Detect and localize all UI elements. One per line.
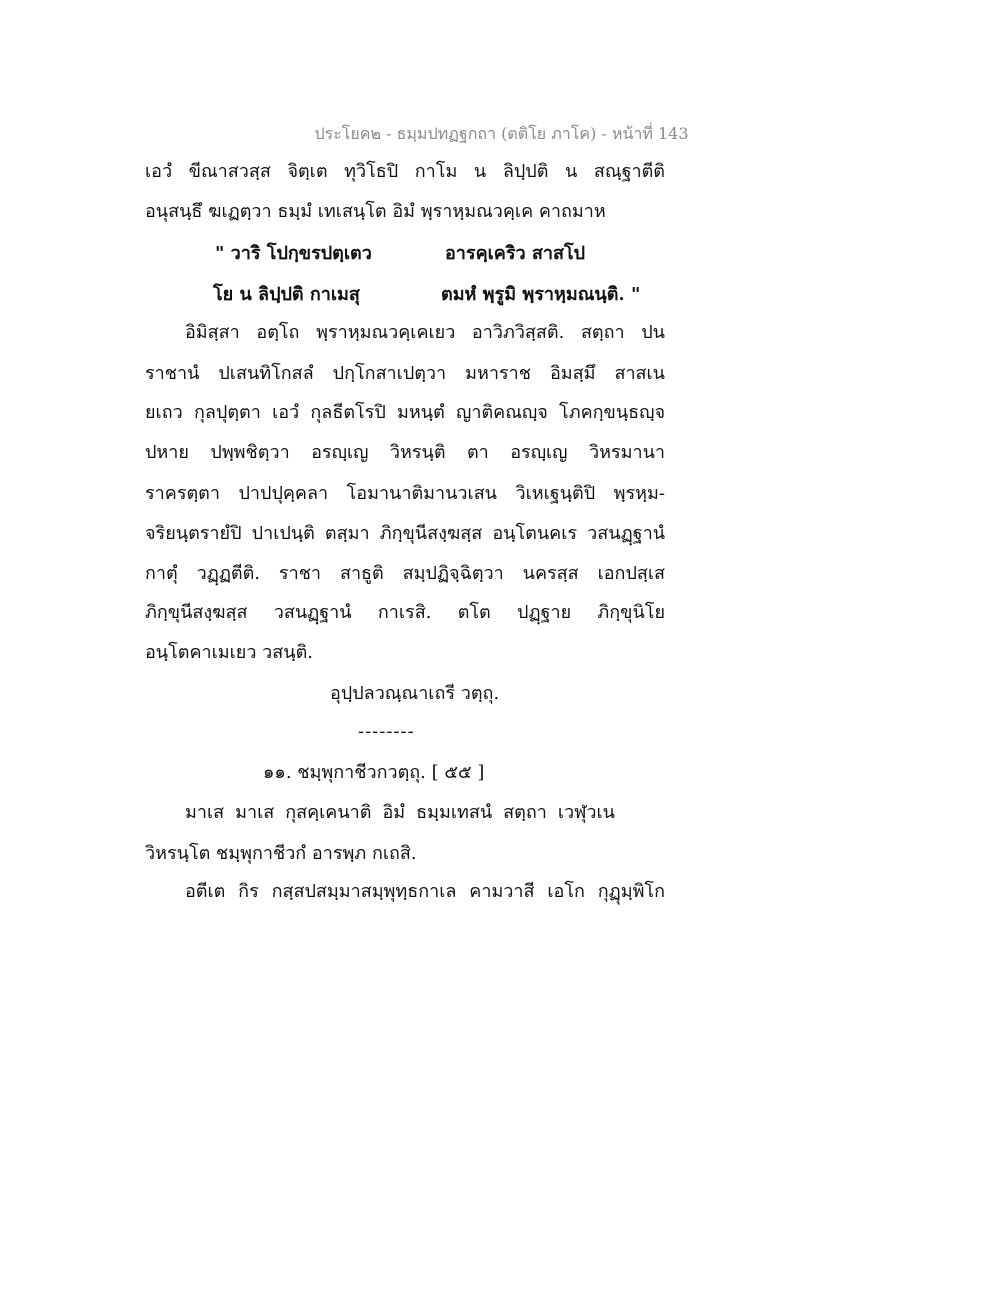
section-separator: -------- xyxy=(358,721,415,742)
paragraph2-line-4: ปหาย ปพฺพชิตฺวา อรญฺเญ วิหรนฺติ ตา อรญฺเญ วิหรมานา xyxy=(145,442,665,463)
paragraph2-line-7: กาตุํ วฏฺฏตีติ. ราชา สาธูติ สมฺปฏิจฺฉิตฺวา นครสฺส เอกปสฺเส xyxy=(145,563,665,584)
paragraph4-line-1: อตีเต กิร กสฺสปสมฺมาสมฺพุทฺธกาเล คามวาสี เอโก กุฏุมฺพิโก xyxy=(185,881,665,902)
paragraph2-line-8: ภิกฺขุนีสงฺฆสฺส วสนฏฺฐานํ กาเรสิ. ตโต ปฏฺฐาย ภิกฺขุนิโย xyxy=(145,602,665,623)
verse-line2-second-half: ตมหํ พฺรูมิ พฺราหฺมณนฺติ. " xyxy=(441,284,641,305)
story-end-title: อุปฺปลวณฺณาเถรี วตฺถุ. xyxy=(330,683,500,704)
verse-line1-second-half: อารคฺเคริว สาสโป xyxy=(445,243,586,264)
paragraph2-line-6: จริยนฺตรายํปิ ปาเปนฺติ ตสฺมา ภิกฺขุนีสงฺฆสฺส อนฺโตนคเร วสนฏฺฐานํ xyxy=(145,523,665,544)
paragraph2-line-1: อิมิสฺสา อตฺโถ พฺราหฺมณวคฺเคเยว อาวิภวิสฺสติ. สตฺถา ปน xyxy=(185,322,665,343)
verse-line2-first-half: โย น ลิปฺปติ กาเมสุ xyxy=(213,284,360,305)
section-title: ๑๑. ชมฺพุกาชีวกวตฺถุ. [ ๕๕ ] xyxy=(263,762,485,783)
paragraph2-line-2: ราชานํ ปเสนทิโกสลํ ปกฺโกสาเปตฺวา มหาราช อิมสฺมึ สาสเน xyxy=(145,363,665,384)
page-header-text: ประโยค๒ - ธมฺมปทฏฐกถา (ตติโย ภาโค) - หน้าที่ 143 xyxy=(314,124,689,143)
page-header xyxy=(0,122,1000,147)
verse-line1-first-half: " วาริ โปกฺขรปตฺเตว xyxy=(215,243,372,264)
paragraph3-line-1: มาเส มาเส กุสคฺเคนาติ อิมํ ธมฺมเทสนํ สตฺถา เวฬุวเน xyxy=(185,802,615,823)
paragraph3-line-2: วิหรนฺโต ชมฺพุกาชีวกํ อารพฺภ กเถสิ. xyxy=(145,843,417,864)
paragraph1-line-2: อนุสนฺธึ ฆเฏตฺวา ธมฺมํ เทเสนฺโต อิมํ พฺราหฺมณวคฺเค คาถมาห xyxy=(145,201,606,222)
paragraph1-line-1: เอวํ ขีณาสวสฺส จิตฺเต ทุวิโธปิ กาโม น ลิปฺปติ น สณฺฐาตีติ xyxy=(145,161,665,182)
paragraph2-line-5: ราครตฺตา ปาปปุคฺคลา โอมานาติมานวเสน วิเหเฐนฺติปิ พฺรหฺม- xyxy=(145,483,665,504)
paragraph2-line-3: ยเถว กุลปุตฺตา เอวํ กุลธีตโรปิ มหนฺตํ ญาติคณญฺจ โภคกฺขนฺธญฺจ xyxy=(145,402,665,423)
paragraph2-line-9: อนฺโตคาเมเยว วสนฺติ. xyxy=(145,642,313,663)
